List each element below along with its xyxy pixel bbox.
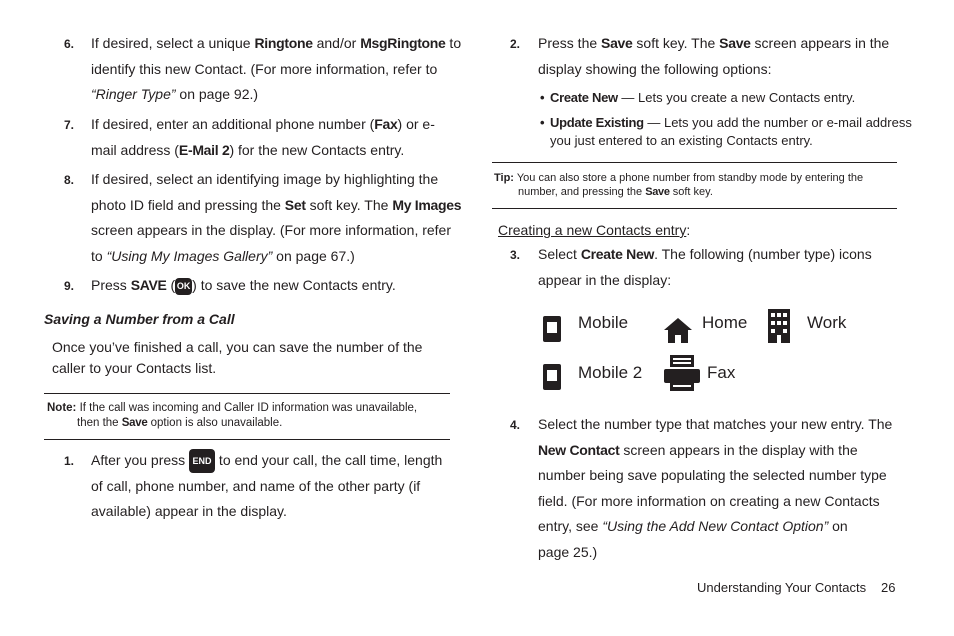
mobile-label: Mobile	[578, 313, 629, 332]
mobile-2-icon	[542, 364, 562, 390]
bullet-update-existing: • Update Existing — Lets you add the number or e-mail address you just entered to an existing Contacts entry.	[540, 115, 912, 148]
ok-key-icon: OK	[175, 278, 192, 295]
fax-icon	[664, 355, 700, 391]
home-label: Home	[702, 313, 748, 332]
mobile-icon	[542, 316, 562, 342]
note-box: Note: If the call was incoming and Caller ID information was unavailable, then the Save option is also unavailable.	[44, 393, 450, 440]
footer-section-title: Understanding Your Contacts	[697, 580, 867, 595]
intro-paragraph: Once you’ve finished a call, you can save the number of the caller to your Contacts list.	[52, 339, 423, 376]
end-key-icon: END	[189, 449, 215, 473]
section-link-line: Creating a new Contacts entry:	[498, 222, 691, 238]
work-label: Work	[807, 313, 847, 332]
work-icon	[768, 309, 790, 343]
page-number: 26	[881, 580, 896, 595]
creating-contacts-link[interactable]: Creating a new Contacts entry	[498, 222, 687, 238]
home-icon	[664, 318, 692, 343]
tip-box: Tip: You can also store a phone number from standby mode by entering the number, and pressing the Save soft key.	[492, 162, 897, 209]
bullet-create-new: • Create New — Lets you create a new Contacts entry.	[540, 90, 856, 105]
section-heading: Saving a Number from a Call	[44, 311, 235, 327]
fax-label: Fax	[707, 363, 736, 382]
mobile-2-label: Mobile 2	[578, 363, 643, 382]
